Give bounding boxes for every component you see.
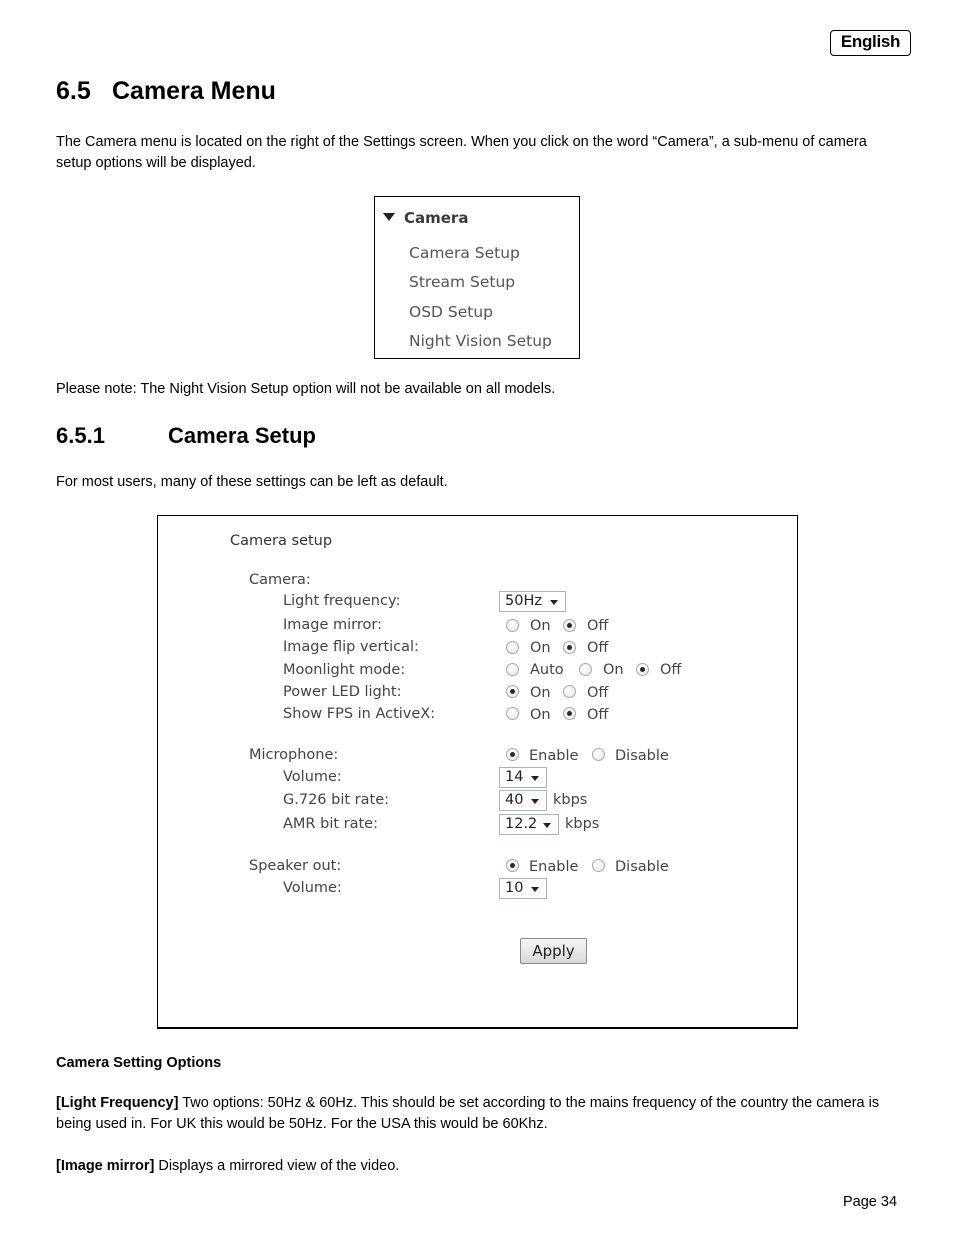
section-number: 6.5 xyxy=(56,77,91,105)
image-mirror-on-label: On xyxy=(530,618,551,634)
microphone-label: Microphone: xyxy=(249,747,339,763)
intro-paragraph: The Camera menu is located on the right of the Settings screen. When you click on the word “Camera”, a sub-menu of camera setup options will be displayed. xyxy=(56,134,867,171)
menu-item-stream-setup[interactable]: Stream Setup xyxy=(409,273,516,291)
moonlight-on-label: On xyxy=(603,662,624,678)
light-frequency-description xyxy=(56,1093,896,1135)
chevron-down-icon xyxy=(531,776,539,781)
light-frequency-label: Light frequency: xyxy=(283,593,401,609)
light-frequency-term: [Light Frequency] xyxy=(56,1095,179,1111)
image-mirror-description xyxy=(56,1156,896,1177)
light-frequency-value: 50Hz xyxy=(505,593,542,609)
amr-unit: kbps xyxy=(565,816,600,832)
moonlight-auto-radio[interactable] xyxy=(506,663,519,676)
speaker-disable-radio[interactable] xyxy=(592,859,605,872)
microphone-enable-radio[interactable] xyxy=(506,748,519,761)
section-heading xyxy=(56,77,276,106)
subsection-heading xyxy=(56,423,316,449)
sub-intro-paragraph: For most users, many of these settings can be left as default. xyxy=(56,474,448,490)
image-mirror-term: [Image mirror] xyxy=(56,1158,155,1174)
language-badge: English xyxy=(830,30,911,56)
power-led-off-radio[interactable] xyxy=(563,685,576,698)
chevron-down-icon xyxy=(531,887,539,892)
power-led-on-radio[interactable] xyxy=(506,685,519,698)
chevron-down-icon xyxy=(531,799,539,804)
camera-menu-header[interactable] xyxy=(383,209,468,227)
mic-volume-select[interactable] xyxy=(499,767,547,788)
speaker-volume-label: Volume: xyxy=(283,880,342,896)
image-flip-on-label: On xyxy=(530,640,551,656)
amr-label: AMR bit rate: xyxy=(283,816,378,832)
show-fps-on-label: On xyxy=(530,707,551,723)
moonlight-off-radio[interactable] xyxy=(636,663,649,676)
camera-group-label: Camera: xyxy=(249,572,311,588)
show-fps-on-radio[interactable] xyxy=(506,707,519,720)
speaker-volume-select[interactable] xyxy=(499,878,547,899)
triangle-down-icon xyxy=(383,213,395,221)
show-fps-off-radio[interactable] xyxy=(563,707,576,720)
power-led-label: Power LED light: xyxy=(283,684,402,700)
menu-item-osd-setup[interactable]: OSD Setup xyxy=(409,303,494,321)
moonlight-on-radio[interactable] xyxy=(579,663,592,676)
light-frequency-select[interactable] xyxy=(499,591,566,612)
power-led-on-label: On xyxy=(530,685,551,701)
image-flip-on-radio[interactable] xyxy=(506,641,519,654)
section-title: Camera Menu xyxy=(112,77,276,105)
camera-setup-screenshot xyxy=(157,515,798,1029)
image-flip-label: Image flip vertical: xyxy=(283,639,419,655)
image-mirror-text: Displays a mirrored view of the video. xyxy=(154,1158,400,1174)
image-mirror-off-radio[interactable] xyxy=(563,619,576,632)
note-paragraph: Please note: The Night Vision Setup option will not be available on all models. xyxy=(56,381,556,397)
options-heading: Camera Setting Options xyxy=(56,1055,222,1071)
speaker-volume-value: 10 xyxy=(505,880,524,896)
g726-select[interactable] xyxy=(499,790,547,811)
show-fps-off-label: Off xyxy=(587,707,609,723)
microphone-enable-label: Enable xyxy=(529,748,579,764)
setup-title: Camera setup xyxy=(230,533,333,549)
show-fps-label: Show FPS in ActiveX: xyxy=(283,706,436,722)
image-mirror-label: Image mirror: xyxy=(283,617,382,633)
mic-volume-label: Volume: xyxy=(283,769,342,785)
speaker-enable-radio[interactable] xyxy=(506,859,519,872)
amr-value: 12.2 xyxy=(505,816,538,832)
light-frequency-text: Two options: 50Hz & 60Hz. This should be set according to the mains frequency of the country the camera is being used in. For UK this would be 50Hz. For the USA this would be 60Khz. xyxy=(56,1095,880,1132)
camera-menu-heading: Camera xyxy=(404,209,469,227)
camera-menu-screenshot xyxy=(374,196,580,359)
power-led-off-label: Off xyxy=(587,685,609,701)
amr-select[interactable] xyxy=(499,814,559,835)
chevron-down-icon xyxy=(550,600,558,605)
moonlight-auto-label: Auto xyxy=(530,662,564,678)
menu-item-camera-setup[interactable]: Camera Setup xyxy=(409,244,520,262)
subsection-number: 6.5.1 xyxy=(56,423,105,448)
image-mirror-off-label: Off xyxy=(587,618,609,634)
microphone-disable-radio[interactable] xyxy=(592,748,605,761)
speaker-out-label: Speaker out: xyxy=(249,858,342,874)
chevron-down-icon xyxy=(543,823,551,828)
mic-volume-value: 14 xyxy=(505,769,524,785)
microphone-disable-label: Disable xyxy=(615,748,669,764)
image-mirror-on-radio[interactable] xyxy=(506,619,519,632)
menu-item-night-vision-setup[interactable]: Night Vision Setup xyxy=(409,332,552,350)
moonlight-mode-label: Moonlight mode: xyxy=(283,662,406,678)
subsection-title: Camera Setup xyxy=(168,423,316,448)
image-flip-off-label: Off xyxy=(587,640,609,656)
g726-value: 40 xyxy=(505,792,524,808)
apply-button[interactable]: Apply xyxy=(520,938,587,964)
speaker-enable-label: Enable xyxy=(529,859,579,875)
speaker-disable-label: Disable xyxy=(615,859,669,875)
page-number: Page 34 xyxy=(843,1194,898,1210)
g726-unit: kbps xyxy=(553,792,588,808)
g726-label: G.726 bit rate: xyxy=(283,792,389,808)
moonlight-off-label: Off xyxy=(660,662,682,678)
image-flip-off-radio[interactable] xyxy=(563,641,576,654)
